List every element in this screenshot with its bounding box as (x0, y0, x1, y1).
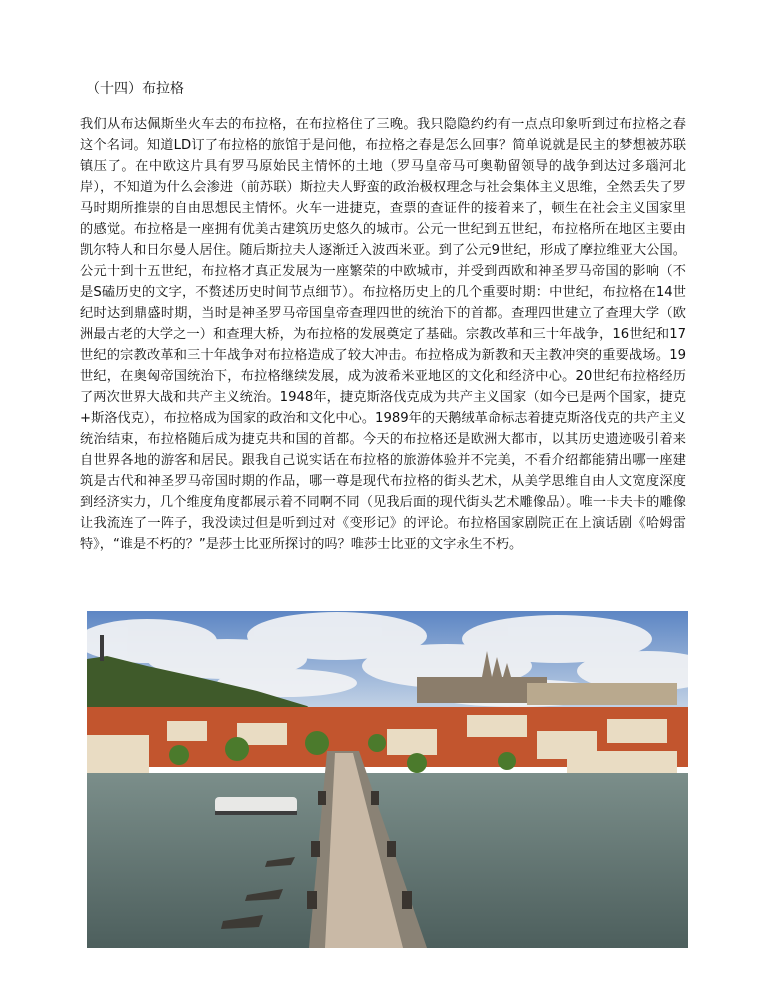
petrin-tower (100, 635, 104, 661)
prague-charles-bridge-photo (87, 611, 688, 948)
photo-illustration (87, 611, 688, 948)
article-paragraph: 我们从布达佩斯坐火车去的布拉格，在布拉格住了三晚。我只隐隐约约有一点点印象听到过布拉格之春这个名词。知道LD订了布拉格的旅馆于是问他，布拉格之春是怎么回事？简单说就是民主的梦想被苏联镇压了。在中欧这片具有罗马原始民主情怀的土地（罗马皇帝马可奥勒留领导的战争到达过多瑙河北岸），不知道为什么会渗进（前苏联）斯拉夫人野蛮的政治极权理念与社会集体主义思维，全然丢失了罗马时期所推崇的自由思想民主情怀。火车一进捷克，查票的查证件的接着来了，顿生在社会主义国家里的感觉。布拉格是一座拥有优美古建筑历史悠久的城市。公元一世纪到五世纪，布拉格所在地区主要由凯尔特人和日尔曼人居住。随后斯拉夫人逐渐迁入波西米亚。到了公元9世纪，形成了摩拉维亚大公国。公元十到十五世纪，布拉格才真正发展为一座繁荣的中欧城市，并受到西欧和神圣罗马帝国的影响（不是S磕历史的文字，不赘述历史时间节点细节）。布拉格历史上的几个重要时期：中世纪，布拉格在14世纪时达到鼎盛时期，当时是神圣罗马帝国皇帝查理四世的统治下的首都。查理四世建立了查理大学（欧洲最古老的大学之一）和查理大桥，为布拉格的发展奠定了基础。宗教改革和三十年战争，16世纪和17世纪的宗教改革和三十年战争对布拉格造成了较大冲击。布拉格成为新教和天主教冲突的重要战场。19世纪，在奥匈帝国统治下，布拉格继续发展，成为波希米亚地区的文化和经济中心。20世纪布拉格经历了两次世界大战和共产主义统治。1948年，捷克斯洛伐克成为共产主义国家（如今已是两个国家，捷克+斯洛伐克），布拉格成为国家的政治和文化中心。1989年的天鹅绒革命标志着捷克斯洛伐克的共产主义统治结束，布拉格随后成为捷克共和国的首都。今天的布拉格还是欧洲大都市，以其历史遗迹吸引着来自世界各地的游客和居民。跟我自己说实话在布拉格的旅游体验并不完美，不看介绍都能猜出哪一座建筑是古代和神圣罗马帝国时期的作品，哪一尊是现代布拉格的街头艺术，从美学思维自由人文宽度深度到经济实力，几个维度角度都展示着不同啊不同（见我后面的现代街头艺术雕像品）。唯一卡夫卡的雕像让我流连了一阵子，我没读过但是听到过对《变形记》的评论。布拉格国家剧院正在上演话剧《哈姆雷特》，“谁是不朽的？”是莎士比亚所探讨的吗？唯莎士比亚的文字永生不朽。 (80, 117, 686, 552)
section-title: （十四）布拉格 (86, 81, 184, 97)
tour-boat (215, 797, 297, 813)
